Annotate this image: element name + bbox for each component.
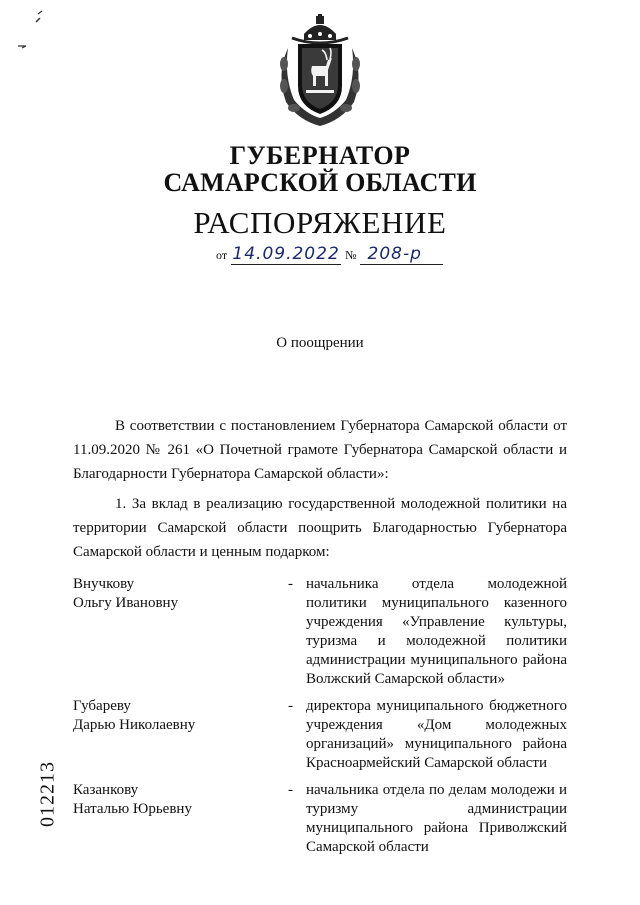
preamble-paragraph: В соответствии с постановлением Губернатора Самарской области от 11.09.2020 № 261 «О Почетной грамоте Губернатора Самарской области и Благодарности Губернатора Самарской области»:	[73, 418, 567, 482]
awardee-dash: -	[288, 576, 293, 592]
awardee-role: начальника отдела молодежной политики муниципального казенного учреждения «Управление культуры, туризма и молодежной политики администрации муниципального района Волжский Самарской области»	[306, 576, 567, 687]
awardee-given-names: Дарью Николаевну	[73, 717, 196, 733]
subject-title: О поощрении	[276, 335, 364, 351]
awardee-surname: Внучкову	[73, 576, 135, 592]
awardee-surname: Казанкову	[73, 782, 139, 798]
document-type: РАСПОРЯЖЕНИЕ	[193, 205, 447, 240]
issuer-region: САМАРСКОЙ ОБЛАСТИ	[163, 168, 477, 197]
pen-marks	[10, 8, 50, 68]
awardee-name	[73, 575, 273, 613]
item-1-paragraph: 1. За вклад в реализацию государственной молодежной политики на территории Самарской области поощрить Благодарностью Губернатора Самарской области и ценным подарком:	[73, 496, 567, 560]
registration-number	[28, 744, 68, 844]
handwritten-number: 208-р	[367, 244, 422, 264]
awardee-dash: -	[288, 782, 293, 798]
awardee-surname: Губареву	[73, 698, 131, 714]
coat-of-arms-icon	[270, 14, 370, 130]
awardee-role: начальника отдела по делам молодежи и туризму администрации муниципального района Приволжский Самарской области	[306, 782, 567, 855]
from-label: от	[216, 248, 228, 262]
awardee-name	[73, 697, 273, 735]
date-number-line	[216, 244, 443, 265]
awardee-dash: -	[288, 698, 293, 714]
awardee-role: директора муниципального бюджетного учреждения «Дом молодежных организаций» муниципального района Красноармейский Самарской области	[306, 698, 567, 771]
awardee-given-names: Ольгу Ивановну	[73, 595, 179, 611]
awardee-name	[73, 781, 273, 819]
registration-number-text: 012213	[36, 761, 59, 827]
awardee-given-names: Наталью Юрьевну	[73, 801, 192, 817]
handwritten-date: 14.09.2022	[232, 244, 340, 264]
number-label: №	[345, 248, 357, 262]
issuer-title: ГУБЕРНАТОР	[229, 141, 411, 170]
